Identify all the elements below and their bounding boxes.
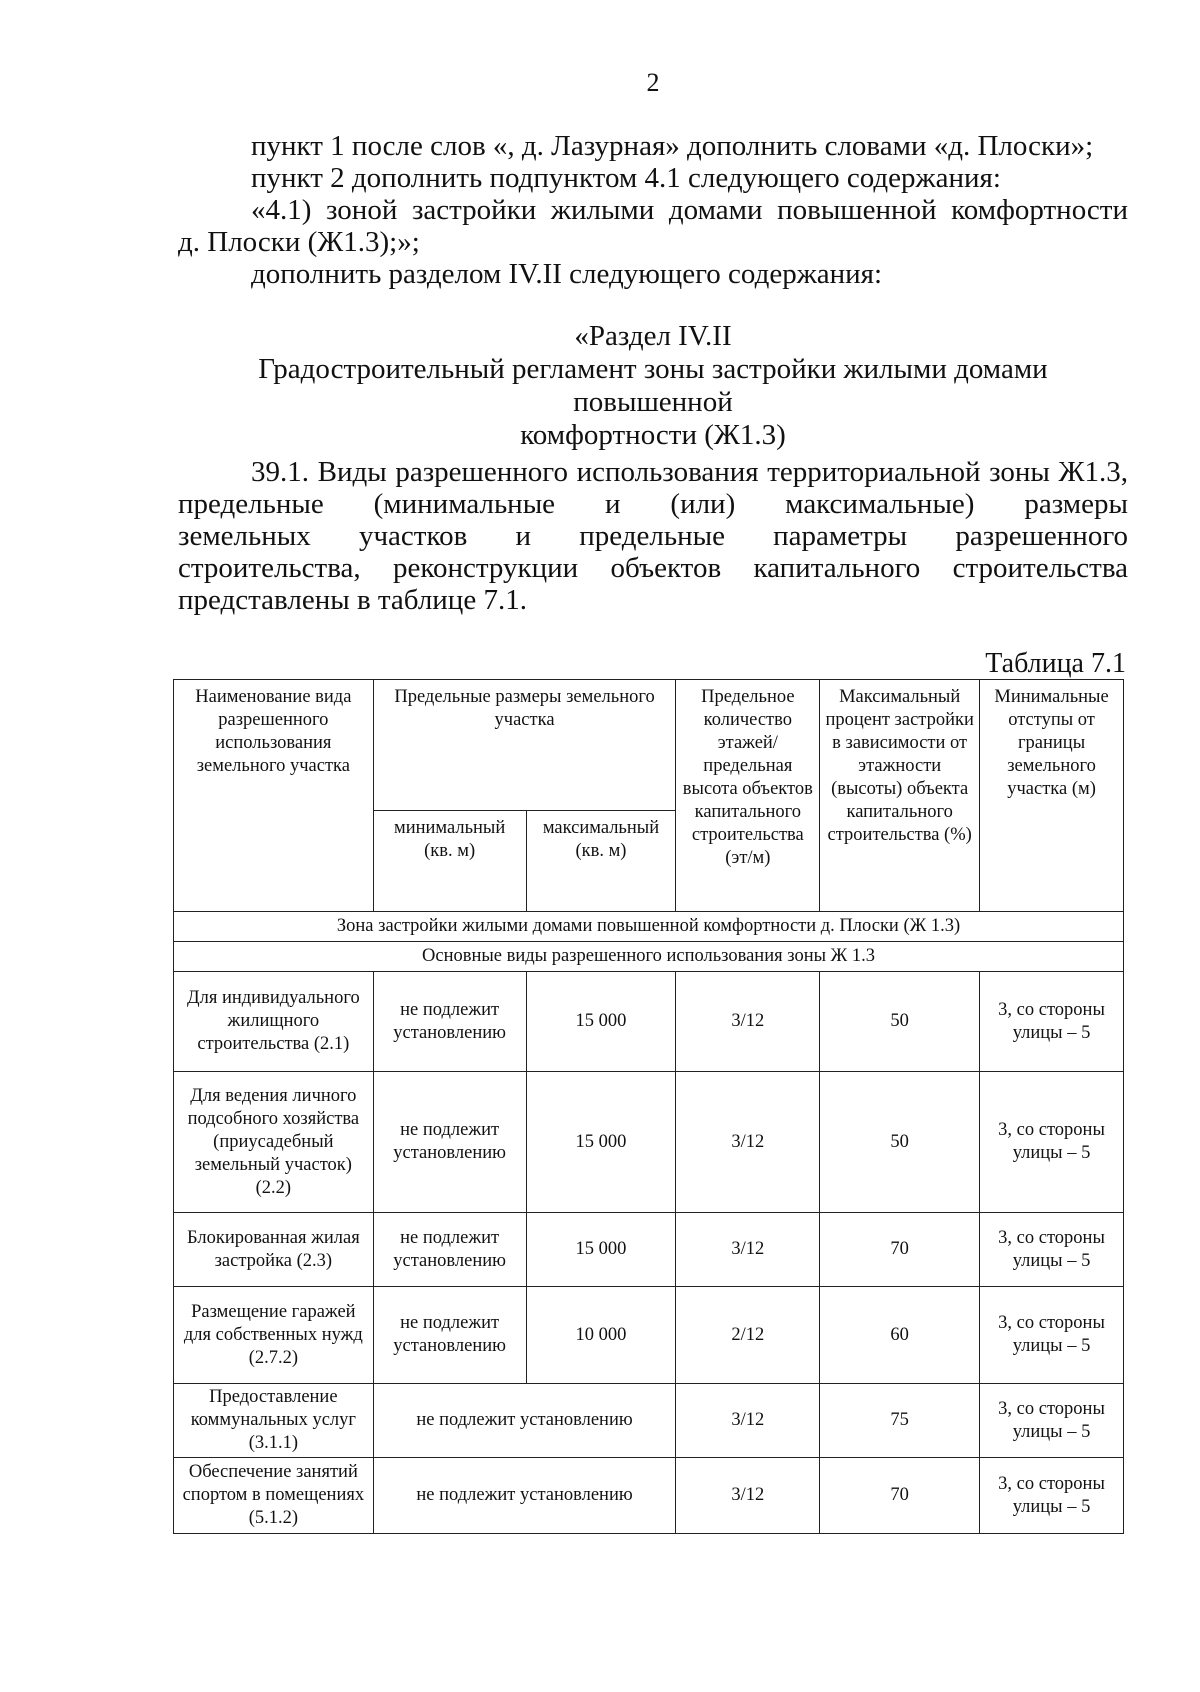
row-floors: 2/12 <box>676 1287 820 1384</box>
header-setback: Минимальные отступы от границы земельного участка (м) <box>980 680 1124 912</box>
row-setback: 3, со стороны улицы – 5 <box>980 1458 1124 1534</box>
row-max: 15 000 <box>526 1072 676 1213</box>
paragraph-3: «4.1) зоной застройки жилыми домами повышенной комфортности <box>251 194 1128 226</box>
header-max: максимальный (кв. м) <box>526 811 676 912</box>
amendment-paragraphs <box>178 130 1128 290</box>
row-setback: 3, со стороны улицы – 5 <box>980 1072 1124 1213</box>
row-name: Предоставление коммунальных услуг (3.1.1) <box>174 1384 374 1458</box>
paragraph-4: д. Плоски (Ж1.3);»; <box>178 226 420 258</box>
row-percent: 60 <box>820 1287 980 1384</box>
page-number: 2 <box>646 68 660 97</box>
table-caption: Таблица 7.1 <box>985 648 1126 679</box>
row-min: не подлежит установлению <box>373 1213 526 1287</box>
section-title-line2: комфортности (Ж1.3) <box>520 419 786 451</box>
row-setback: 3, со стороны улицы – 5 <box>980 1384 1124 1458</box>
clause-line-1: 39.1. Виды разрешенного использования территориальной зоны Ж1.3, <box>251 456 1128 488</box>
row-percent: 70 <box>820 1458 980 1534</box>
header-percent: Максимальный процент застройки в зависимости от этажности (высоты) объекта капитального строительства (%) <box>820 680 980 912</box>
table-row <box>174 1458 1124 1534</box>
row-max: 10 000 <box>526 1287 676 1384</box>
clause-line-3: земельных участков и предельные параметры разрешенного <box>178 520 1128 552</box>
paragraph-5: дополнить разделом IV.II следующего содержания: <box>251 258 883 290</box>
row-name: Размещение гаражей для собственных нужд (2.7.2) <box>174 1287 374 1384</box>
header-floors: Предельное количество этажей/ предельная высота объектов капитального строительства (эт/м) <box>676 680 820 912</box>
row-max: 15 000 <box>526 1213 676 1287</box>
header-min: минимальный (кв. м) <box>373 811 526 912</box>
row-setback: 3, со стороны улицы – 5 <box>980 1287 1124 1384</box>
table-row <box>174 1072 1124 1213</box>
row-name: Обеспечение занятий спортом в помещениях (5.1.2) <box>174 1458 374 1534</box>
row-floors: 3/12 <box>676 1458 820 1534</box>
main-types-title: Основные виды разрешенного использования зоны Ж 1.3 <box>174 942 1124 972</box>
row-size-merged: не подлежит установлению <box>373 1384 676 1458</box>
row-name: Для индивидуального жилищного строительства (2.1) <box>174 972 374 1072</box>
header-sizes: Предельные размеры земельного участка <box>373 680 676 811</box>
section-heading <box>178 320 1128 452</box>
table-row <box>174 1213 1124 1287</box>
section-label: «Раздел IV.II <box>574 320 732 352</box>
row-floors: 3/12 <box>676 1213 820 1287</box>
clause-39-1 <box>178 456 1128 616</box>
row-name: Для ведения личного подсобного хозяйства (приусадебный земельный участок) (2.2) <box>174 1072 374 1213</box>
header-name: Наименование вида разрешенного использования земельного участка <box>174 680 374 912</box>
paragraph-1: пункт 1 после слов «, д. Лазурная» дополнить словами «д. Плоски»; <box>251 130 1094 162</box>
row-floors: 3/12 <box>676 972 820 1072</box>
clause-line-5: представлены в таблице 7.1. <box>178 584 527 616</box>
clause-line-4: строительства, реконструкции объектов капитального строительства <box>178 552 1128 584</box>
row-min: не подлежит установлению <box>373 1072 526 1213</box>
row-setback: 3, со стороны улицы – 5 <box>980 1213 1124 1287</box>
table-row <box>174 1287 1124 1384</box>
table-row <box>174 1384 1124 1458</box>
row-percent: 50 <box>820 972 980 1072</box>
table-row <box>174 972 1124 1072</box>
row-floors: 3/12 <box>676 1384 820 1458</box>
row-name: Блокированная жилая застройка (2.3) <box>174 1213 374 1287</box>
row-min: не подлежит установлению <box>373 972 526 1072</box>
row-size-merged: не подлежит установлению <box>373 1458 676 1534</box>
row-percent: 70 <box>820 1213 980 1287</box>
regulation-table <box>173 679 1124 1534</box>
clause-line-2: предельные (минимальные и (или) максимальные) размеры <box>178 488 1128 520</box>
row-percent: 75 <box>820 1384 980 1458</box>
row-setback: 3, со стороны улицы – 5 <box>980 972 1124 1072</box>
row-percent: 50 <box>820 1072 980 1213</box>
row-floors: 3/12 <box>676 1072 820 1213</box>
paragraph-2: пункт 2 дополнить подпунктом 4.1 следующего содержания: <box>251 162 1001 194</box>
row-max: 15 000 <box>526 972 676 1072</box>
row-min: не подлежит установлению <box>373 1287 526 1384</box>
zone-title: Зона застройки жилыми домами повышенной комфортности д. Плоски (Ж 1.3) <box>174 912 1124 942</box>
section-title-line1: Градостроительный регламент зоны застройки жилыми домами повышенной <box>258 353 1048 418</box>
